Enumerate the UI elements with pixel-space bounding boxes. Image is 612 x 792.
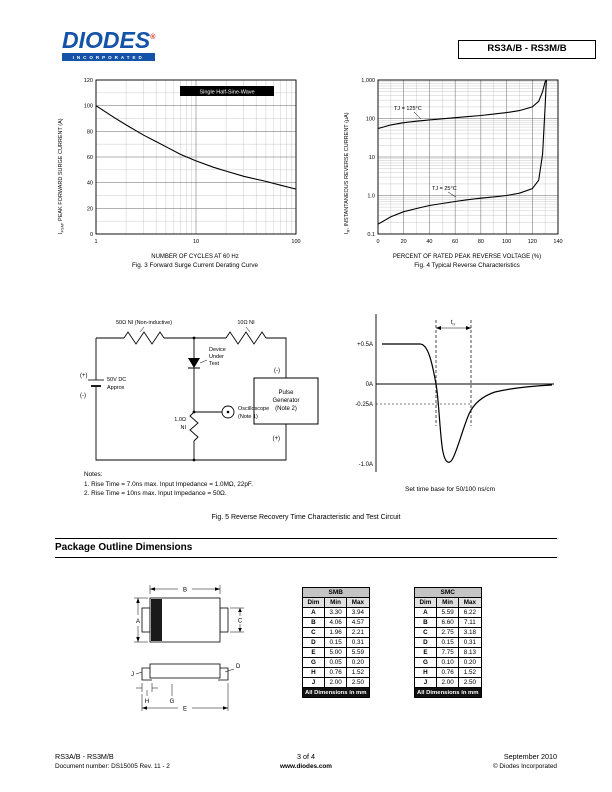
smb-dimensions-table (302, 587, 370, 698)
x-tick: 120 (527, 239, 537, 245)
x-tick: 60 (452, 239, 459, 245)
table-row: H 0.76 1.52 (303, 668, 370, 678)
footer-date: September 2010 (503, 752, 557, 761)
oscilloscope-label-line1: Oscilloscope (238, 406, 270, 412)
fig3-forward-surge-chart (52, 74, 304, 269)
notes-title: Notes: (84, 471, 103, 478)
table-row: C 1.96 2.21 (303, 628, 370, 638)
trr-label: $t_{rr}$ (450, 320, 456, 327)
fig4-x-axis-label: PERCENT OF RATED PEAK REVERSE VOLTAGE (%) (392, 254, 542, 260)
table-title: SMB (303, 588, 370, 598)
x-tick: 100 (502, 239, 512, 245)
col-header-dim: Dim (303, 598, 325, 608)
table-row: G 0.10 0.20 (415, 658, 482, 668)
table-row: J 2.00 2.50 (415, 678, 482, 688)
table-row: B 4.06 4.57 (303, 618, 370, 628)
table-row: D 0.15 0.31 (303, 638, 370, 648)
table-row: J 2.00 2.50 (303, 678, 370, 688)
table-row: H 0.76 1.52 (415, 668, 482, 678)
source-plus-label: (+) (80, 373, 88, 379)
note-1: 1. Rise Time = 7.0ns max. Input Impedance = 1.0MΩ, 22pF. (84, 480, 253, 488)
fig4-reverse-characteristics-chart (338, 74, 566, 269)
col-header-min: Min (436, 598, 458, 608)
y-tick: 80 (86, 129, 93, 136)
fig4-x-tick-labels (376, 239, 562, 245)
x-tick: 0 (376, 239, 380, 245)
y-tick: 60 (86, 155, 93, 161)
diode-symbol (188, 358, 200, 368)
pulse-generator-label-line1: Pulse (278, 390, 294, 396)
footer-copyright: © Diodes Incorporated (492, 763, 557, 770)
table-row: B 6.60 7.11 (415, 618, 482, 628)
table-row: E 7.75 8.13 (415, 648, 482, 658)
table-footer: All Dimensions in mm (303, 688, 370, 698)
footer-part-number: RS3A/B - RS3M/B (55, 752, 114, 761)
x-tick: 40 (426, 239, 433, 245)
circuit-diagram (76, 300, 334, 470)
table-footer: All Dimensions in mm (415, 688, 482, 698)
dim-label-a: A (135, 619, 141, 625)
diodes-logo (62, 26, 155, 61)
fig3-x-axis-label: NUMBER OF CYCLES AT 60 Hz (151, 254, 239, 260)
table-row: A 5.59 6.22 (415, 608, 482, 618)
table-row: G 0.05 0.20 (303, 658, 370, 668)
fig3-grid (96, 80, 296, 234)
package-top-view (142, 598, 228, 642)
dut-label-line2: Under (209, 354, 224, 360)
level-plus05: +0.5A (357, 342, 373, 348)
fig4-plot (338, 74, 566, 252)
resistor-10ohm (226, 332, 266, 344)
x-tick: 140 (553, 239, 563, 245)
x-tick: 100 (291, 239, 301, 245)
dim-label-c: C (237, 618, 243, 625)
table-row: A 3.30 3.94 (303, 608, 370, 618)
y-tick: 10 (368, 155, 375, 161)
smc-dimensions-table (414, 587, 482, 698)
source-label-line1: 50V DC (107, 377, 127, 383)
fig4-y-axis-label: $I_R$, INSTANTANEOUS REVERSE CURRENT (µA) (344, 112, 351, 234)
logo-wordmark (62, 26, 155, 52)
fig3-plot (52, 74, 304, 252)
table-row: E 5.00 5.59 (303, 648, 370, 658)
package-drawing (112, 580, 272, 725)
footer-page-number: 3 of 4 (297, 752, 315, 761)
col-header-min: Min (324, 598, 346, 608)
source-minus-label: (-) (80, 393, 86, 399)
fig3-y-axis-label: $I_{FSM}$, PEAK FORWARD SURGE CURRENT (A) (58, 118, 65, 234)
dim-label-g: G (169, 699, 175, 705)
dim-label-d: D (236, 664, 241, 670)
fig5-recovery-waveform (336, 300, 564, 493)
fig3-y-tick-labels (84, 78, 93, 238)
dut-label-line1: Device (209, 347, 226, 353)
package-side-view (142, 664, 228, 680)
resistor-50ohm-label: 50Ω NI (Non-inductive) (115, 320, 173, 326)
dim-label-j: J (131, 672, 134, 678)
level-neg025: -0.25A (355, 402, 373, 408)
fig4-y-tick-labels (361, 78, 375, 238)
fig4-curves (378, 80, 546, 224)
col-header-max: Max (459, 598, 481, 608)
y-tick: 40 (86, 180, 93, 187)
fig5-notes (84, 470, 253, 499)
series-curve (378, 80, 546, 224)
y-tick: 100 (83, 103, 93, 110)
y-tick: 0 (89, 232, 93, 238)
resistor-50ohm (124, 332, 164, 344)
fig5-test-circuit (76, 300, 334, 470)
cathode-band (151, 599, 162, 641)
fig3-x-tick-labels (94, 239, 300, 245)
y-tick: 1,000 (361, 78, 375, 84)
y-tick: 1.0 (367, 193, 375, 200)
pulse-generator-label-line3: (Note 2) (275, 406, 297, 412)
source-label-line2: Approx (107, 385, 125, 391)
package-outline-section-title: Package Outline Dimensions (55, 538, 557, 558)
x-tick: 1 (94, 239, 98, 245)
level-zero: 0A (365, 382, 373, 388)
series-curve (378, 80, 546, 129)
dim-label-e: E (182, 706, 188, 713)
level-neg1: -1.0A (358, 462, 373, 468)
x-tick: 10 (192, 239, 200, 245)
package-outline-drawing (112, 580, 272, 725)
table-row: D 0.15 0.31 (415, 638, 482, 648)
x-tick: 80 (477, 239, 484, 245)
fig4-label-leader (414, 112, 421, 119)
fig5-caption: Fig. 5 Reverse Recovery Time Characteristic and Test Circuit (211, 514, 401, 521)
y-tick: 20 (86, 206, 93, 213)
x-tick: 20 (400, 239, 407, 245)
note-2: 2. Rise Time = 10ns max. Input Impedance = 50Ω. (84, 490, 227, 498)
fig4-label-leader (448, 192, 456, 197)
dim-label-h: H (144, 699, 150, 705)
pulse-generator-label-line2: Generator (272, 398, 300, 404)
registered-trademark-icon: ® (150, 34, 156, 41)
fig3-annotation: Single Half-Sine-Wave (199, 89, 255, 96)
table-title: SMC (415, 588, 482, 598)
footer-right (493, 752, 557, 772)
recovery-current-curve (382, 344, 552, 462)
fig3-caption: Fig. 3 Forward Surge Current Derating Curve (132, 262, 258, 269)
table-row: C 2.75 3.18 (415, 628, 482, 638)
footer-website-link[interactable]: www.diodes.com (280, 763, 332, 770)
y-tick: 120 (83, 78, 93, 84)
y-tick: 100 (365, 116, 375, 123)
resistor-1ohm (190, 412, 198, 441)
logo-incorporated-bar: INCORPORATED (62, 53, 155, 61)
col-header-dim: Dim (415, 598, 437, 608)
waveform-plot (336, 300, 564, 480)
dut-label-line3: Test (209, 361, 220, 367)
pg-plus-label: (+) (272, 436, 280, 442)
dim-label-b: B (182, 587, 188, 594)
y-tick: 0.1 (367, 232, 375, 238)
footer-doc-number: Document number: DS15005 Rev. 11 - 2 (55, 763, 170, 770)
fig4-caption: Fig. 4 Typical Reverse Characteristics (414, 262, 520, 269)
resistor-1ohm-label-line2: NI (180, 425, 186, 431)
fig4-curve-label-25c: TJ = 25°C (432, 186, 457, 192)
resistor-10ohm-label: 10Ω NI (237, 320, 255, 326)
logo-text: DIODES (62, 27, 151, 53)
oscilloscope-label-line2: (Note 1) (238, 414, 258, 420)
fig4-curve-label-125c: TJ = 125°C (394, 106, 422, 112)
col-header-max: Max (347, 598, 369, 608)
pg-minus-label: (-) (274, 368, 280, 374)
part-number-box: RS3A/B - RS3M/B (458, 40, 596, 59)
timebase-note: Set time base for 50/100 ns/cm (405, 486, 495, 493)
resistor-1ohm-label-line1: 1.0Ω (174, 417, 186, 423)
